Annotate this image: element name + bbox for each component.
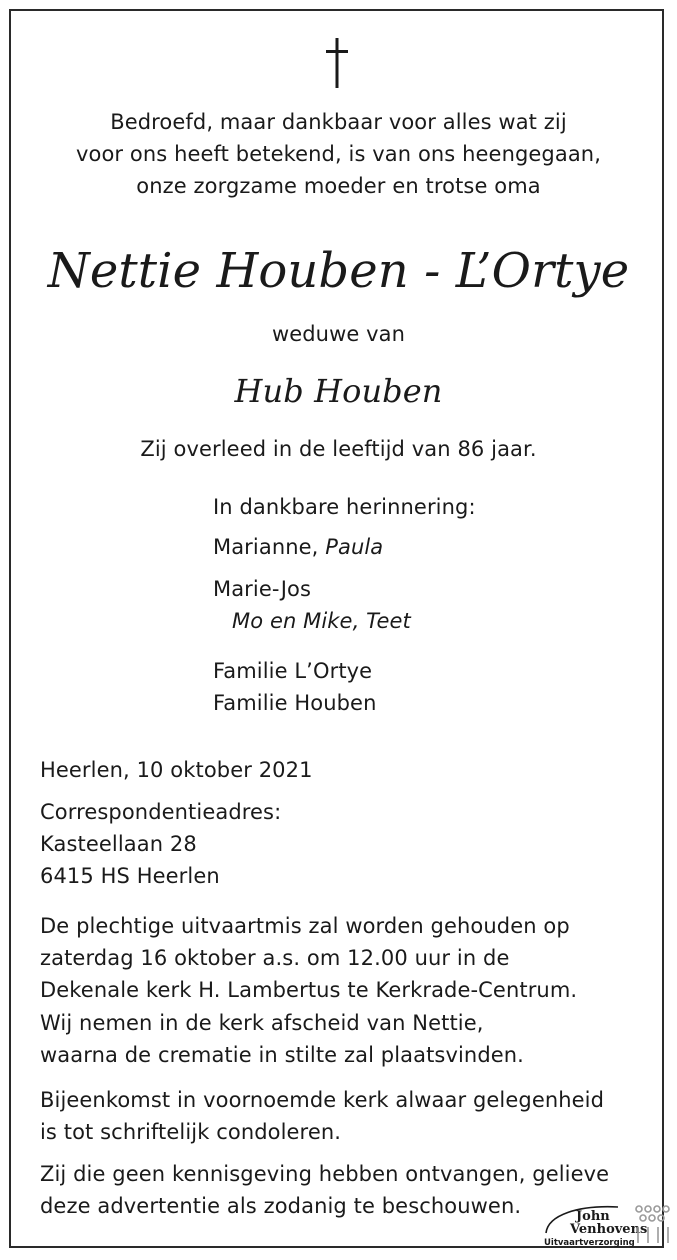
address-city: 6415 HS Heerlen — [40, 864, 220, 888]
notice-line-1: Zij die geen kennisgeving hebben ontvangen, gelieve — [40, 1162, 610, 1186]
logo-line-john: John — [576, 1209, 610, 1224]
age-text: Zij overleed in de leeftijd van 86 jaar. — [140, 437, 537, 461]
intro-line-1: Bedroefd, maar dankbaar voor alles wat zij — [110, 110, 567, 134]
family-houben: Familie Houben — [213, 691, 377, 715]
family-lortye: Familie L’Ortye — [213, 659, 373, 683]
ceremony-line-2: zaterdag 16 oktober a.s. om 12.00 uur in de — [40, 946, 510, 970]
logo-line-uitvaartverzorging: Uitvaartverzorging — [544, 1238, 635, 1248]
intro-line-2: voor ons heeft betekend, is van ons heengegaan, — [76, 142, 601, 166]
deceased-name: Nettie Houben - L’Ortye — [47, 243, 630, 299]
logo-line-venhovens: Venhovens — [570, 1222, 648, 1237]
ceremony-line-3: Dekenale kerk H. Lambertus te Kerkrade-Centrum. — [40, 978, 578, 1002]
name-marianne: Marianne, — [213, 535, 319, 559]
place-date: Heerlen, 10 oktober 2021 — [40, 758, 313, 782]
ceremony-line-1: De plechtige uitvaartmis zal worden gehouden op — [40, 914, 570, 938]
family-heading: In dankbare herinnering: — [213, 495, 476, 519]
widow-of-label: weduwe van — [271, 322, 406, 346]
family-mariejos: Marie-Jos — [213, 577, 312, 601]
gathering-line-2: is tot schriftelijk condoleren. — [40, 1120, 342, 1144]
gathering-line-1: Bijeenkomst in voornoemde kerk alwaar gelegenheid — [40, 1088, 605, 1112]
cross-icon — [324, 38, 350, 88]
ceremony-line-5: waarna de crematie in stilte zal plaatsvinden. — [40, 1043, 524, 1067]
address-street: Kasteellaan 28 — [40, 832, 197, 856]
intro-line-3: onze zorgzame moeder en trotse oma — [136, 174, 541, 198]
family-grandchildren: Mo en Mike, Teet — [232, 609, 411, 633]
ceremony-line-4: Wij nemen in de kerk afscheid van Nettie, — [40, 1011, 484, 1035]
name-paula: Paula — [325, 535, 384, 559]
family-marianne — [213, 531, 383, 563]
spouse-name: Hub Houben — [234, 372, 443, 410]
notice-line-2: deze advertentie als zodanig te beschouwen. — [40, 1194, 522, 1218]
address-label: Correspondentieadres: — [40, 800, 282, 824]
funeral-home-logo — [542, 1197, 674, 1253]
